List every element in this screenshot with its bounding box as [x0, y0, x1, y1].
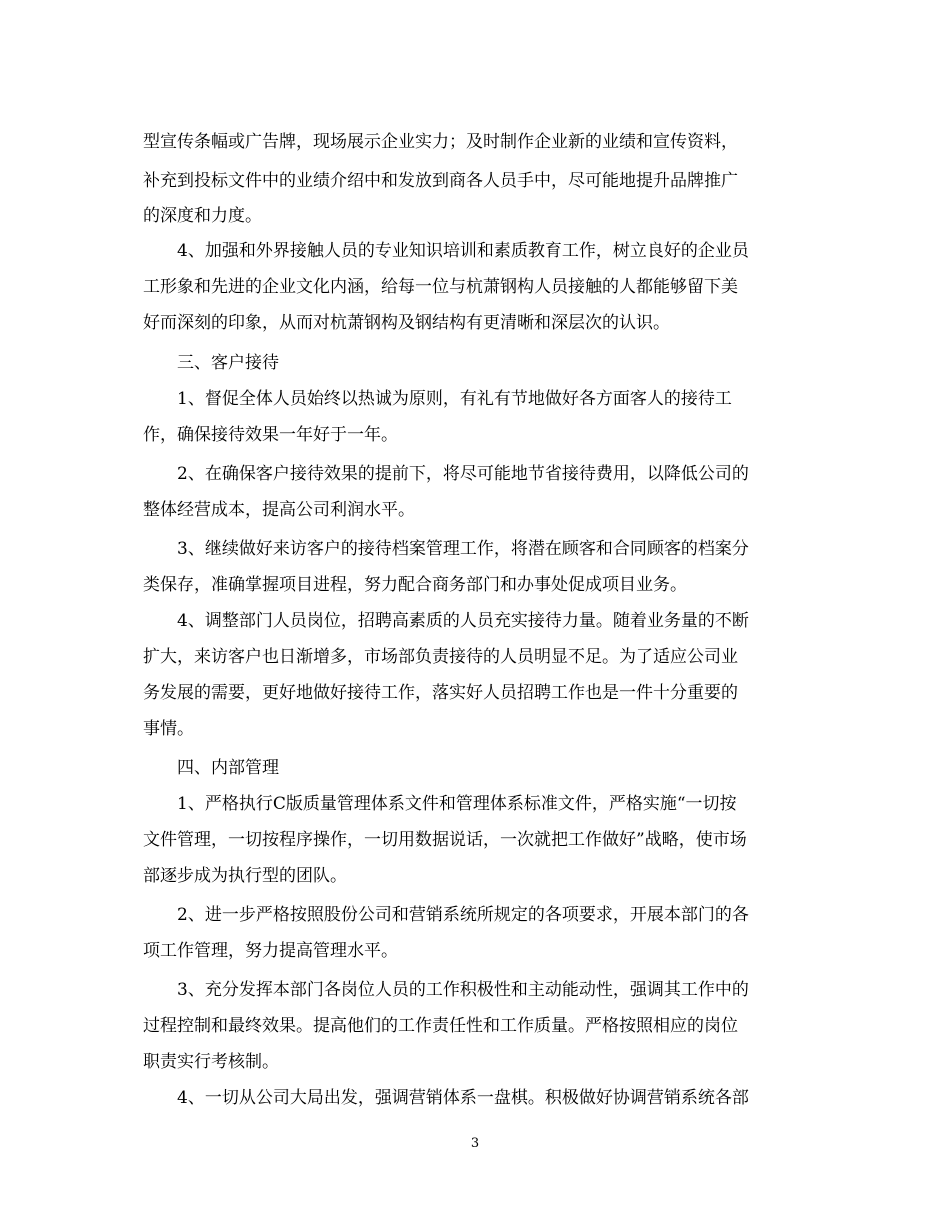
text-line: 补充到投标文件中的业绩介绍中和发放到商各人员手中，尽可能地提升品牌推广 [143, 171, 738, 191]
text-line: 3、充分发挥本部门各岗位人员的工作积极性和主动能动性，强调其工作中的 [177, 980, 749, 1000]
text-line: 4、调整部门人员岗位，招聘高素质的人员充实接待力量。随着业务量的不断 [177, 611, 749, 631]
text-line: 型宣传条幅或广告牌，现场展示企业实力；及时制作企业新的业绩和宣传资料， [143, 132, 738, 152]
text-line: 部逐步成为执行型的团队。 [143, 866, 347, 886]
text-line: 4、一切从公司大局出发，强调营销体系一盘棋。积极做好协调营销系统各部 [177, 1088, 749, 1108]
section-heading: 三、客户接待 [177, 353, 279, 373]
text-line: 2、在确保客户接待效果的提前下，将尽可能地节省接待费用，以降低公司的 [177, 464, 749, 484]
text-line: 好而深刻的印象，从而对杭萧钢构及钢结构有更清晰和深层次的认识。 [143, 313, 670, 333]
text-line: 项工作管理，努力提高管理水平。 [143, 941, 398, 961]
page-number: 3 [470, 1136, 480, 1151]
text-line: 务发展的需要，更好地做好接待工作，落实好人员招聘工作也是一件十分重要的 [143, 683, 738, 703]
text-line: 类保存，准确掌握项目进程，努力配合商务部门和办事处促成项目业务。 [143, 575, 687, 595]
text-line: 1、督促全体人员始终以热诚为原则，有礼有节地做好各方面客人的接待工 [177, 389, 732, 409]
text-line: 职责实行考核制。 [143, 1052, 279, 1072]
text-line: 3、继续做好来访客户的接待档案管理工作，将潜在顾客和合同顾客的档案分 [177, 539, 749, 559]
text-line: 事情。 [143, 719, 194, 739]
text-line: 作，确保接待效果一年好于一年。 [143, 425, 398, 445]
text-line: 1、严格执行C版质量管理体系文件和管理体系标准文件，严格实施“一切按 [177, 794, 737, 814]
text-line: 4、加强和外界接触人员的专业知识培训和素质教育工作，树立良好的企业员 [177, 241, 749, 261]
text-line: 文件管理，一切按程序操作，一切用数据说话，一次就把工作做好”战略，使市场 [143, 830, 747, 850]
text-line: 过程控制和最终效果。提高他们的工作责任性和工作质量。严格按照相应的岗位 [143, 1016, 738, 1036]
text-line: 整体经营成本，提高公司利润水平。 [143, 500, 415, 520]
text-line: 扩大，来访客户也日渐增多，市场部负责接待的人员明显不足。为了适应公司业 [143, 647, 738, 667]
section-heading: 四、内部管理 [177, 758, 279, 778]
text-line: 工形象和先进的企业文化内涵，给每一位与杭萧钢构人员接触的人都能够留下美 [143, 277, 738, 297]
text-line: 的深度和力度。 [143, 206, 262, 226]
text-line: 2、进一步严格按照股份公司和营销系统所规定的各项要求，开展本部门的各 [177, 905, 749, 925]
